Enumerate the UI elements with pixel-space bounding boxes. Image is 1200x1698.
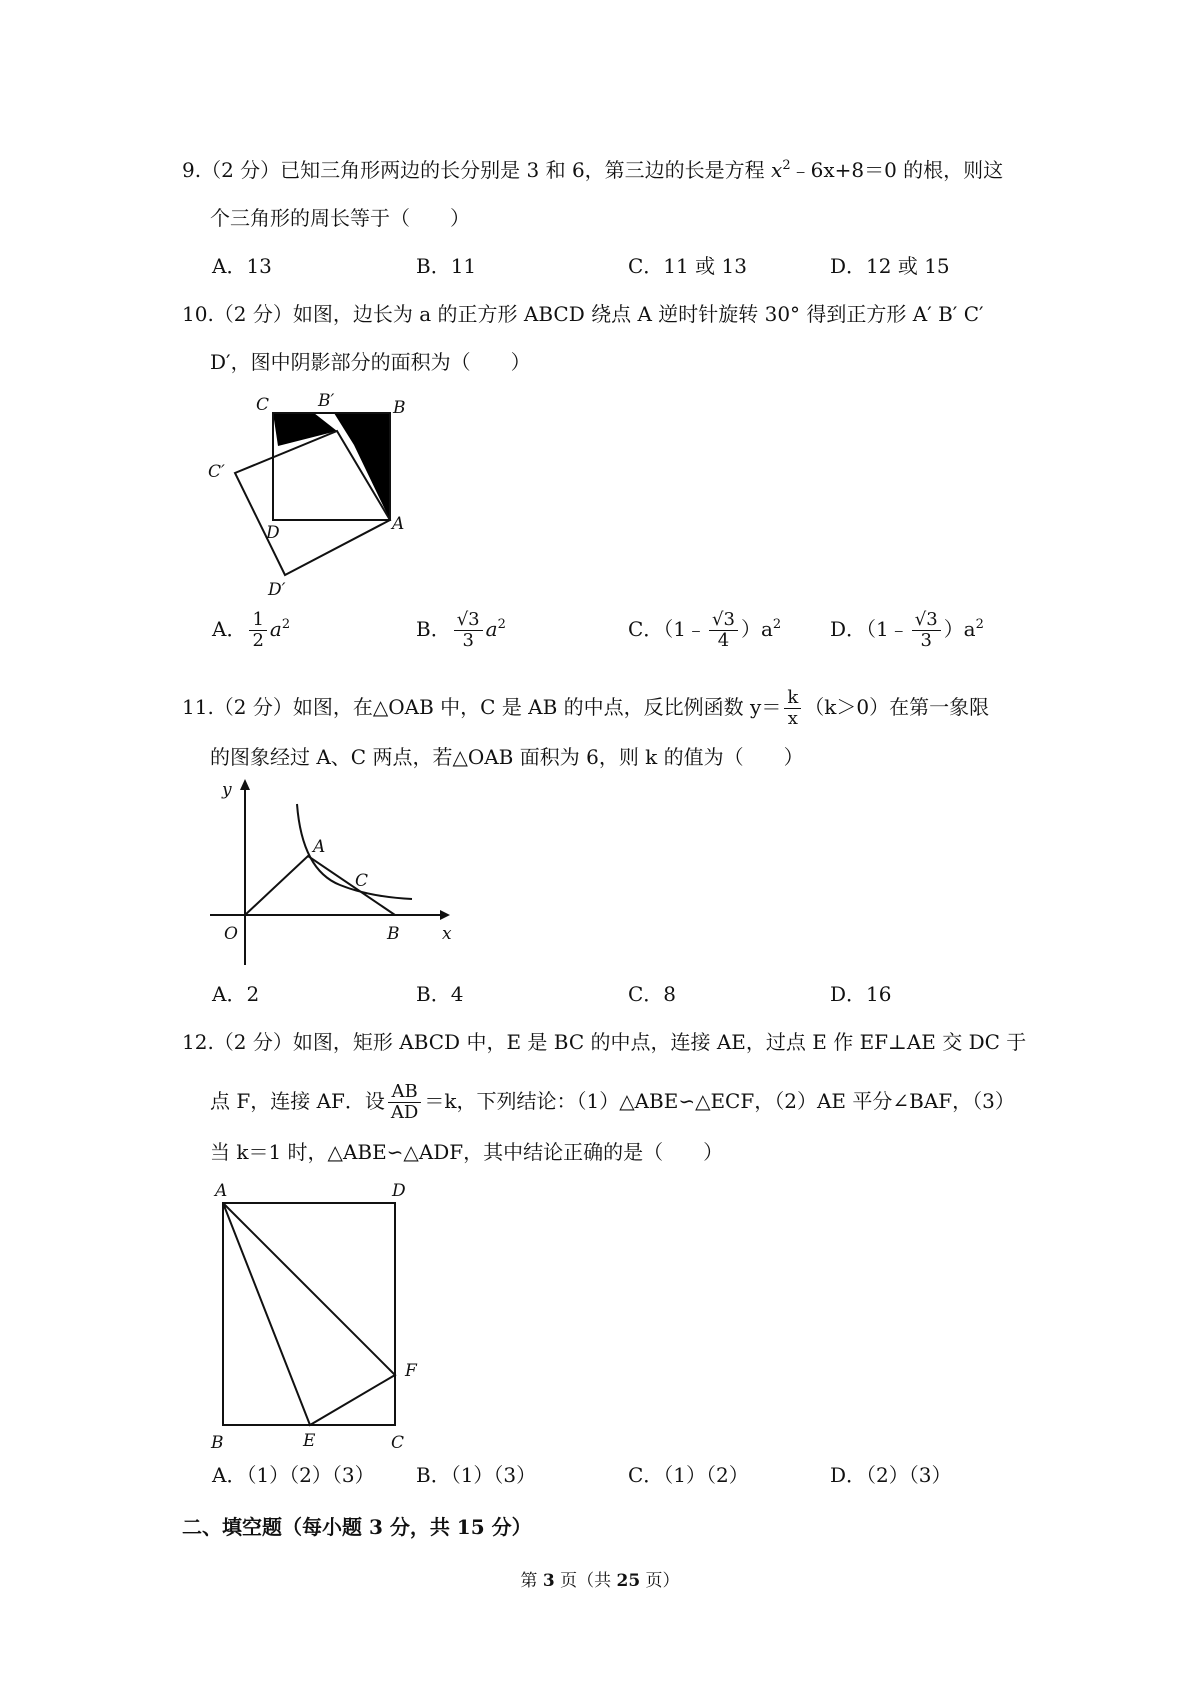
q11-text-post: （k＞0）在第一象限 bbox=[804, 695, 990, 719]
q10-option-a bbox=[212, 610, 290, 651]
q10-option-b-prefix: B． bbox=[416, 617, 451, 641]
q10-option-b-num: √3 bbox=[454, 610, 483, 631]
q10-option-a-fraction bbox=[249, 610, 266, 651]
q12-label-c: C bbox=[391, 1433, 405, 1453]
q11-option-b: B．4 bbox=[416, 982, 464, 1006]
footer-post: 页） bbox=[640, 1571, 680, 1591]
q12-triangle-aef bbox=[223, 1203, 395, 1425]
q10-option-a-var: a bbox=[269, 617, 282, 641]
q10-option-c-num: √3 bbox=[709, 610, 738, 631]
q10-option-d-prefix: D．（1﹣ bbox=[830, 617, 909, 641]
q11-x-arrow bbox=[440, 910, 450, 920]
q12-option-c: C．（1）（2） bbox=[628, 1463, 749, 1487]
section-heading-fill-in: 二、填空题（每小题 3 分，共 15 分） bbox=[182, 1515, 532, 1539]
q10-label-b-prime: B′ bbox=[318, 391, 335, 411]
q11-label-x: x bbox=[442, 924, 452, 944]
q10-label-d: D bbox=[266, 523, 280, 543]
q10-option-c-exp: 2 bbox=[772, 617, 782, 632]
q11-triangle bbox=[245, 856, 395, 915]
q10-option-a-num: 1 bbox=[249, 610, 266, 631]
q12-line3: 当 k＝1 时，△ABE∽△ADF，其中结论正确的是（ ） bbox=[210, 1140, 724, 1164]
q12-option-b: B．（1）（3） bbox=[416, 1463, 537, 1487]
q10-label-d-prime: D′ bbox=[268, 580, 286, 600]
q9-eq-exp: 2 bbox=[782, 158, 791, 173]
q11-frac-den: x bbox=[787, 708, 798, 729]
q12-fraction bbox=[388, 1082, 421, 1123]
q10-option-c-fraction bbox=[709, 610, 738, 651]
q10-label-c: C bbox=[256, 395, 270, 415]
q11-fraction bbox=[784, 688, 801, 729]
q10-option-d-fraction bbox=[912, 610, 941, 651]
q10-option-b-den: 3 bbox=[462, 630, 474, 651]
q12-frac-den: AD bbox=[390, 1102, 419, 1123]
q11-text-pre: 11.（2 分）如图，在△OAB 中，C 是 AB 的中点，反比例函数 y＝ bbox=[182, 695, 782, 719]
q11-line1 bbox=[182, 688, 989, 729]
q9-eq-var: x bbox=[771, 158, 783, 182]
q9-option-d: D．12 或 15 bbox=[830, 254, 950, 278]
q10-line1: 10.（2 分）如图，边长为 a 的正方形 ABCD 绕点 A 逆时针旋转 30° 得到正方形 A′ B′ C′ bbox=[182, 302, 984, 326]
q10-option-c bbox=[628, 610, 781, 651]
q9-text-pre: 9.（2 分）已知三角形两边的长分别是 3 和 6，第三边的长是方程 bbox=[182, 158, 772, 182]
q10-option-a-den: 2 bbox=[252, 630, 264, 651]
q10-option-b-fraction bbox=[454, 610, 483, 651]
q12-line1: 12.（2 分）如图，矩形 ABCD 中，E 是 BC 的中点，连接 AE，过点 E 作 EF⊥AE 交 DC 于 bbox=[182, 1030, 1027, 1054]
q12-rectangle-abcd bbox=[223, 1203, 395, 1425]
q11-label-a: A bbox=[313, 837, 326, 857]
q9-option-c: C．11 或 13 bbox=[628, 254, 747, 278]
q12-label-d: D bbox=[392, 1181, 406, 1201]
q11-frac-num: k bbox=[784, 688, 801, 709]
q12-text-post: ＝k，下列结论：（1）△ABE∽△ECF，（2）AE 平分∠BAF，（3） bbox=[424, 1089, 1015, 1113]
q11-label-b: B bbox=[387, 924, 400, 944]
footer-mid: 页（共 bbox=[554, 1571, 617, 1591]
footer-page-number: 3 bbox=[542, 1571, 555, 1591]
page-footer bbox=[0, 1566, 1200, 1591]
q10-label-c-prime: C′ bbox=[208, 462, 225, 482]
q9-option-a: A．13 bbox=[212, 254, 272, 278]
q10-option-b-exp: 2 bbox=[497, 617, 506, 632]
q10-option-c-prefix: C．（1﹣ bbox=[628, 617, 707, 641]
q12-label-a: A bbox=[215, 1181, 228, 1201]
q12-line2 bbox=[210, 1082, 1015, 1123]
q10-figure bbox=[200, 385, 430, 600]
q10-option-d-num: √3 bbox=[912, 610, 941, 631]
q12-figure bbox=[205, 1180, 435, 1455]
footer-pre: 第 bbox=[520, 1571, 543, 1591]
q9-line1 bbox=[182, 158, 1003, 182]
q10-option-d bbox=[830, 610, 984, 651]
q10-line2: D′，图中阴影部分的面积为（ ） bbox=[210, 350, 531, 374]
q10-option-c-den: 4 bbox=[717, 630, 730, 651]
q10-option-b bbox=[416, 610, 506, 651]
q10-option-b-var: a bbox=[485, 617, 498, 641]
q11-line2: 的图象经过 A、C 两点，若△OAB 面积为 6，则 k 的值为（ ） bbox=[210, 745, 804, 769]
q11-y-arrow bbox=[240, 779, 250, 790]
q12-label-b: B bbox=[211, 1433, 224, 1453]
q11-figure bbox=[200, 775, 470, 965]
q11-option-d: D．16 bbox=[830, 982, 892, 1006]
q12-option-d: D．（2）（3） bbox=[830, 1463, 952, 1487]
q10-shade-left bbox=[273, 413, 337, 446]
q10-option-d-exp: 2 bbox=[975, 617, 984, 632]
q11-option-a: A．2 bbox=[212, 982, 260, 1006]
q11-label-o: O bbox=[224, 924, 238, 944]
q10-option-d-tail: ）a bbox=[943, 617, 976, 641]
q9-option-b: B．11 bbox=[416, 254, 477, 278]
q11-option-c: C．8 bbox=[628, 982, 677, 1006]
q9-line2: 个三角形的周长等于（ ） bbox=[210, 206, 470, 230]
q11-label-y: y bbox=[222, 780, 232, 800]
q10-option-c-tail: ）a bbox=[740, 617, 773, 641]
q10-option-a-exp: 2 bbox=[281, 617, 291, 632]
q12-frac-num: AB bbox=[388, 1082, 421, 1103]
q10-label-a: A bbox=[392, 514, 405, 534]
q10-label-b: B bbox=[393, 398, 406, 418]
q10-option-a-prefix: A． bbox=[212, 617, 247, 641]
q12-label-f: F bbox=[405, 1361, 417, 1381]
q12-text-pre: 点 F，连接 AF．设 bbox=[210, 1089, 385, 1113]
q11-label-c: C bbox=[355, 871, 369, 891]
q12-option-a: A．（1）（2）（3） bbox=[212, 1463, 375, 1487]
footer-total-pages: 25 bbox=[616, 1571, 641, 1591]
q10-option-d-den: 3 bbox=[920, 630, 932, 651]
q9-text-post: ﹣6x+8＝0 的根，则这 bbox=[790, 158, 1004, 182]
q12-label-e: E bbox=[303, 1431, 316, 1451]
